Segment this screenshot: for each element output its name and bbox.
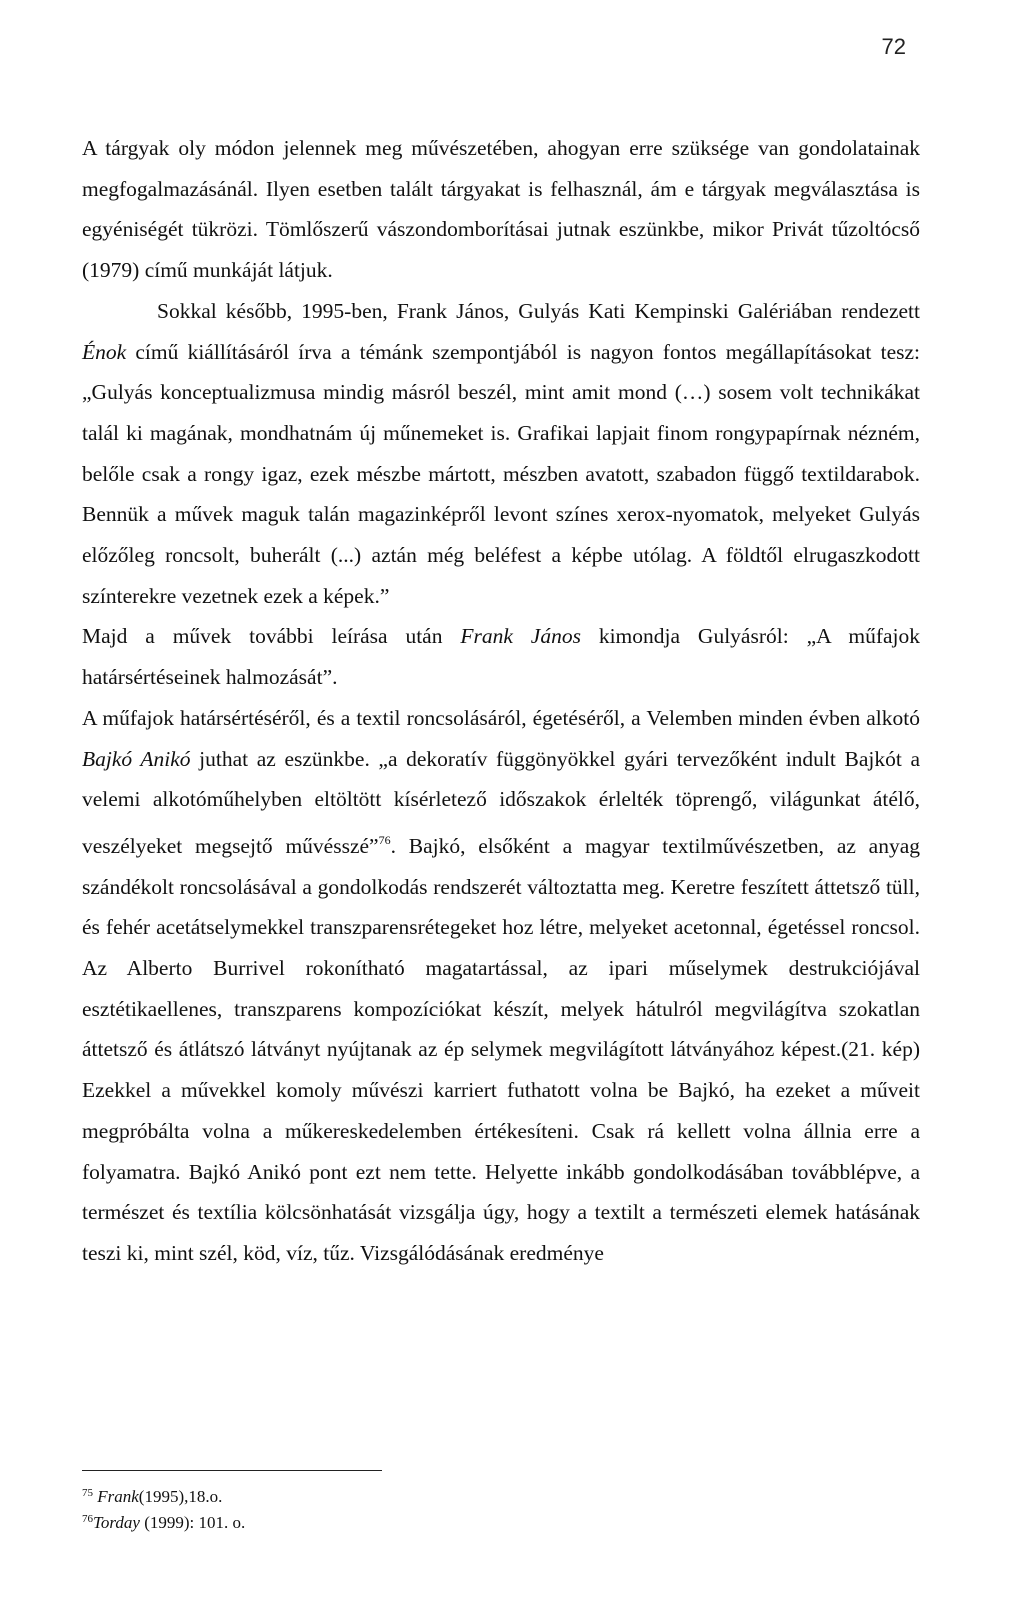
paragraph-2-text-b: című kiállításáról írva a témánk szempontjából is nagyon fontos megállapításokat tesz: „Gulyás konceptualizmusa mindig másról beszél, mint amit mond (…) sosem volt technikákat talál ki magának, mondhatnám új műnemeket is. Grafikai lapjait finom rongypapírnak nézném, belőle csak a rongy igaz, ezek mészbe mártott, mészben avatott, szabadon függő textildarabok. Bennük a művek maguk talán magazinképről levont színes xerox-nyomatok, melyeket Gulyás előzőleg roncsolt, buherált (...) aztán még beléfest a képbe utólag. A földtől elrugaszkodott színterekre vezetnek ezek a képek.” xyxy=(82,339,920,608)
footnote-reference: 76 xyxy=(378,832,391,847)
paragraph-4-text-c: . Bajkó, elsőként a magyar textilművészetben, az anyag szándékolt roncsolásával a gondolkodás rendszerét változtatta meg. Keretre feszített áttetsző tüll, és fehér acetátselymekkel transzparensrétegeket hoz létre, melyeket acetonnal, égetéssel roncsol. Az Alberto Burrivel rokonítható magatartással, az ipari műselymek destrukciójával esztétikaellenes, transzparens kompozíciókat készít, melyek hátulról megvilágítva szokatlan áttetsző és átlátszó látványt nyújtanak az ép selymek megvilágított látványához képest.(21. kép) Ezekkel a művekkel komoly művészi karriert futhatott volna be Bajkó, ha ezeket a műveit megpróbálta volna a műkereskedelemben értékesíteni. Csak rá kellett volna állnia erre a folyamatra. Bajkó Anikó pont ezt nem tette. Helyette inkább gondolkodásában továbblépve, a természet és textília kölcsönhatását vizsgálja úgy, hogy a textilt a természeti elemek hatásának teszi ki, mint szél, köd, víz, tűz. Vizsgálódásának eredménye xyxy=(82,833,921,1265)
paragraph-1 xyxy=(82,128,920,291)
exhibition-title: Énok xyxy=(82,339,127,364)
paragraph-4-text-a: A műfajok határsértéséről, és a textil roncsolásáról, égetéséről, a Velemben minden évben alkotó xyxy=(82,705,920,730)
artist-name: Bajkó Anikó xyxy=(82,746,191,771)
footnote-number: 75 xyxy=(82,1487,93,1499)
footnote-divider xyxy=(82,1470,382,1471)
footnote-number: 76 xyxy=(82,1513,93,1525)
paragraph-2-text-a: Sokkal később, 1995-ben, Frank János, Gulyás Kati Kempinski Galériában rendezett xyxy=(157,298,920,323)
paragraph-1-text: A tárgyak oly módon jelennek meg művészetében, ahogyan erre szüksége van gondolatainak megfogalmazásánál. Ilyen esetben talált tárgyakat is felhasznál, ám e tárgyak megválasztása is egyéniségét tükrözi. Tömlőszerű vászondomborításai jutnak eszünkbe, mikor Privát tűzoltócső (1979) című munkáját látjuk. xyxy=(82,136,920,283)
page-number: 72 xyxy=(881,34,906,59)
paragraph-3 xyxy=(82,616,920,697)
footnote-source: Frank xyxy=(97,1487,139,1506)
paragraph-4 xyxy=(82,698,920,1274)
paragraph-3-text-b: kimondja Gulyásról: „A műfajok határsértéseinek halmozását”. xyxy=(82,624,920,690)
footnote-source: Torday xyxy=(93,1513,140,1532)
body-text xyxy=(82,128,920,1274)
footnotes xyxy=(82,1482,245,1534)
paragraph-4-text-b: juthat az eszünkbe. „a dekoratív függönyökkel gyári tervezőként indult Bajkót a velemi alkotóműhelyben eltöltött kísérletező időszakok érlelték töprengő, világunkat átélő, veszélyeket megsejtő művésszé” xyxy=(82,746,920,858)
paragraph-2 xyxy=(82,291,920,617)
footnote-text: (1999): 101. o. xyxy=(139,1513,246,1532)
author-name: Frank János xyxy=(460,624,581,649)
paragraph-3-text-a: Majd a művek további leírása után xyxy=(82,624,461,649)
footnote-text: (1995),18.o. xyxy=(138,1487,223,1506)
footnote-75 xyxy=(82,1482,245,1508)
footnote-76 xyxy=(82,1508,245,1534)
